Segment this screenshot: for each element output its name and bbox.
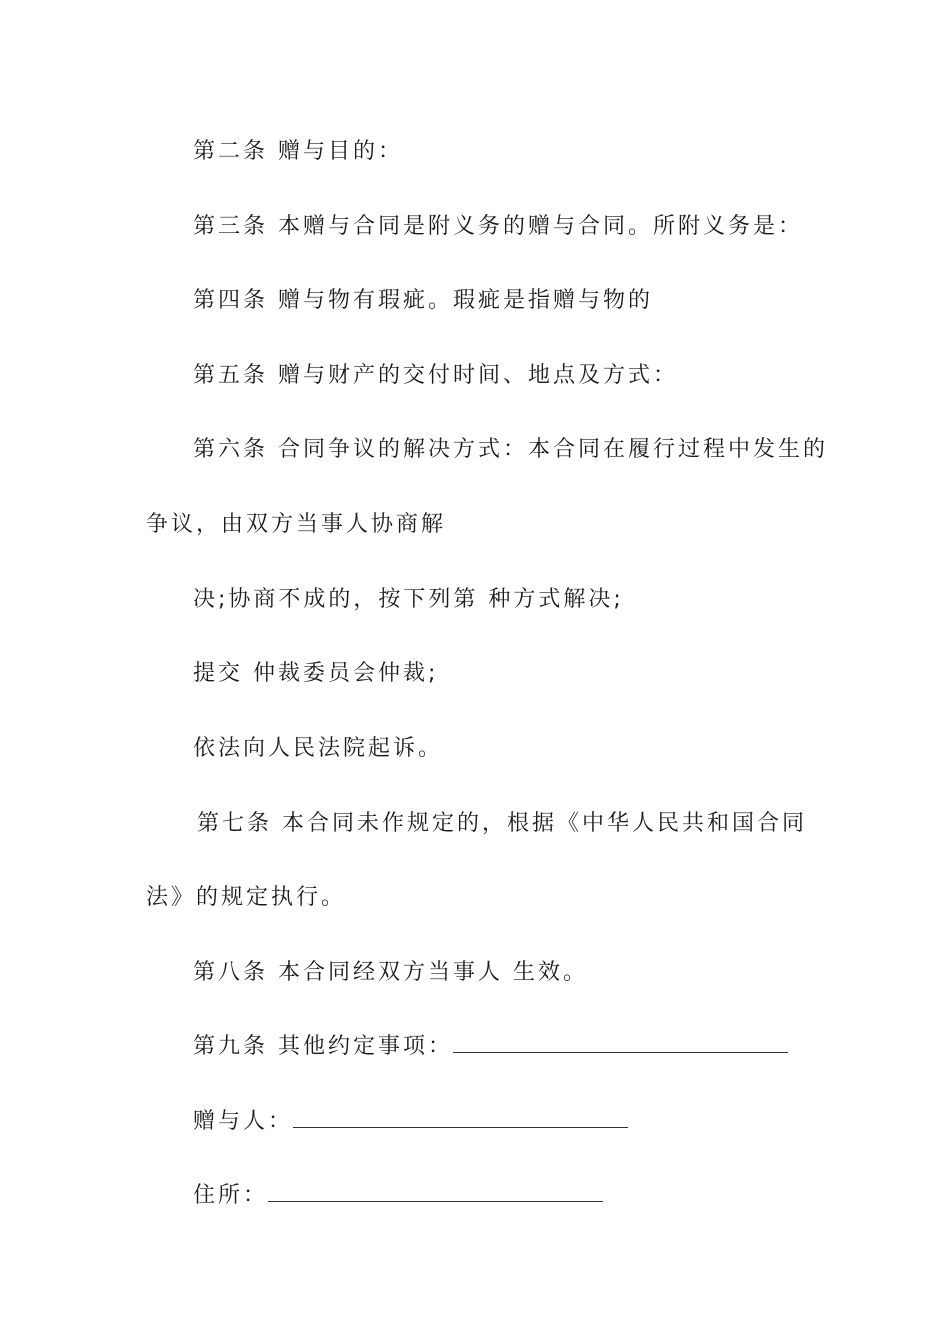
- article-8: 第八条 本合同经双方当事人 生效。: [193, 960, 588, 985]
- article-6-line3: 决;协商不成的，按下列第 种方式解决;: [193, 587, 624, 612]
- article-3: 第三条 本赠与合同是附义务的赠与合同。所附义务是：: [193, 214, 803, 239]
- donor-row: [193, 1107, 628, 1137]
- donor-label: 赠与人：: [193, 1109, 294, 1134]
- dispute-option-arbitration: 提交 仲裁委员会仲裁;: [193, 661, 439, 686]
- article-9: [193, 1032, 788, 1062]
- other-terms-blank: [453, 1032, 788, 1053]
- address-row: [193, 1181, 603, 1211]
- article-5: 第五条 赠与财产的交付时间、地点及方式：: [193, 363, 678, 388]
- article-4: 第四条 赠与物有瑕疵。瑕疵是指赠与物的: [193, 288, 653, 313]
- article-2: 第二条 赠与目的：: [193, 139, 403, 164]
- article-6-line2: 争议，由双方当事人协商解: [146, 512, 447, 537]
- article-9-label: 第九条 其他约定事项：: [193, 1034, 453, 1059]
- address-blank: [268, 1181, 603, 1202]
- donor-blank: [293, 1107, 628, 1128]
- article-7-line2: 法》的规定执行。: [146, 885, 347, 910]
- dispute-option-court: 依法向人民法院起诉。: [193, 736, 444, 761]
- article-6-line1: 第六条 合同争议的解决方式：本合同在履行过程中发生的: [193, 437, 828, 462]
- address-label: 住所：: [193, 1183, 269, 1208]
- article-7-line1: 第七条 本合同未作规定的，根据《中华人民共和国合同: [197, 811, 807, 836]
